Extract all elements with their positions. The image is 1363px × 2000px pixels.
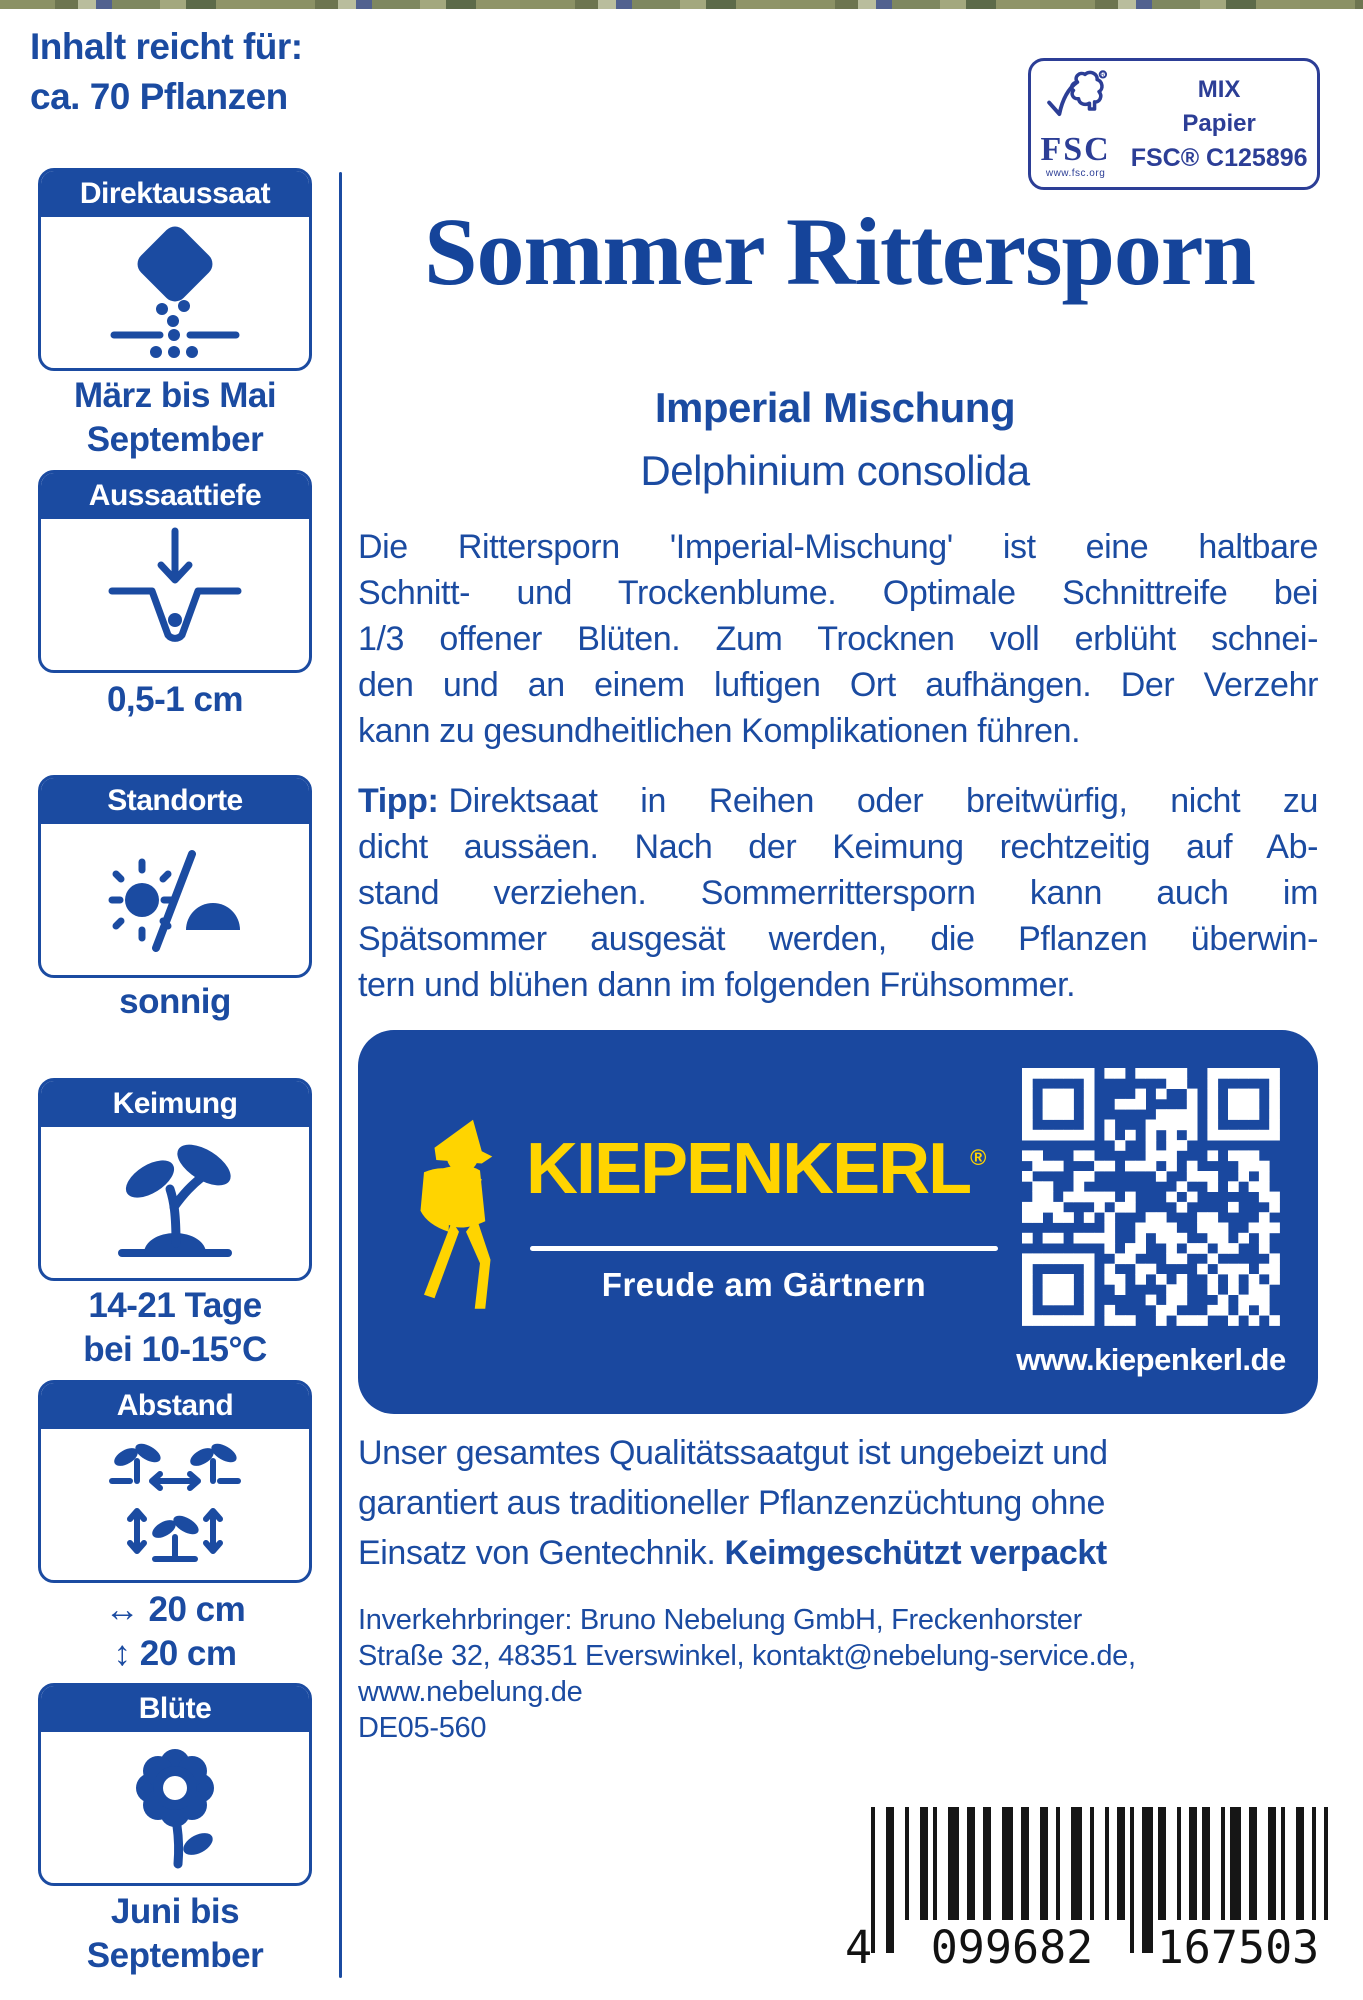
- tip-line: stand verziehen. Sommerrittersporn kann auch im: [358, 874, 1318, 912]
- fsc-acronym: FSC: [1040, 131, 1111, 168]
- caption-direktaussaat: [20, 374, 330, 462]
- brand-website: www.kiepenkerl.de: [1016, 1342, 1286, 1377]
- caption-line: 0,5-1 cm: [106, 680, 244, 719]
- badge-standorte: [38, 775, 312, 978]
- badge-keimung-title: Keimung: [112, 1087, 238, 1120]
- distributor-line: DE05-560: [358, 1712, 487, 1744]
- ean-digit-group: 167503: [1156, 1921, 1320, 1974]
- badge-abstand: [38, 1380, 312, 1583]
- tip-first-line: [358, 778, 1318, 824]
- brand-slogan: Freude am Gärtnern: [601, 1266, 927, 1303]
- badge-keimung: [38, 1078, 312, 1281]
- quality-last-line: [358, 1528, 1318, 1578]
- packet-fold-edge: [0, 0, 1363, 9]
- fsc-material-label: Papier: [1182, 109, 1256, 137]
- caption-keimung: [20, 1284, 330, 1372]
- flower-icon: [41, 1732, 309, 1883]
- content-note: [30, 22, 303, 122]
- registered-mark: ®: [970, 1145, 987, 1170]
- sun-halfshade-icon: [41, 824, 309, 975]
- qr-code: [1010, 1056, 1292, 1338]
- spacing-icon: [41, 1429, 309, 1580]
- sowing-depth-icon: [41, 519, 309, 670]
- badge-direktaussaat-title: Direktaussaat: [79, 177, 271, 210]
- caption-bluete: [20, 1890, 330, 1978]
- description-line: kann zu gesundheitlichen Komplikationen führen.: [358, 712, 1081, 750]
- ean-digit-group: 4: [845, 1921, 873, 1974]
- content-note-line2: ca. 70 Pflanzen: [30, 76, 288, 117]
- distributor-line: Straße 32, 48351 Everswinkel, kontakt@nebelung-service.de,: [358, 1640, 1136, 1672]
- caption-line: 14-21 Tage: [88, 1286, 262, 1325]
- description-line: Die Rittersporn 'Imperial-Mischung' ist eine haltbare: [358, 528, 1318, 566]
- germination-icon: [41, 1127, 309, 1278]
- kiepenkerl-figure-icon: [410, 1112, 515, 1320]
- page-title: Sommer Rittersporn: [424, 198, 1255, 305]
- badge-standorte-header: [41, 778, 309, 824]
- quality-bold-note: Keimgeschützt verpackt: [724, 1534, 1107, 1572]
- badge-bluete: [38, 1683, 312, 1886]
- badge-direktaussaat: [38, 168, 312, 371]
- tip-line: Direktsaat in Reihen oder breitwürfig, nicht zu: [448, 782, 1318, 820]
- quality-paragraph: [358, 1428, 1318, 1578]
- distributor-line: Inverkehrbringer: Bruno Nebelung GmbH, Freckenhorster: [358, 1604, 1082, 1636]
- brand-wordmark: [526, 1128, 986, 1210]
- badge-keimung-header: [41, 1081, 309, 1127]
- latin-name: Delphinium consolida: [640, 447, 1030, 494]
- direct-sowing-icon: [41, 217, 309, 368]
- badge-abstand-header: [41, 1383, 309, 1429]
- tip-label: Tipp:: [358, 782, 439, 820]
- caption-line: bei 10-15°C: [83, 1330, 267, 1369]
- caption-line: September: [86, 1936, 264, 1975]
- variety-subtitle: Imperial Mischung: [654, 384, 1016, 431]
- ean-barcode: [845, 1803, 1337, 1979]
- caption-line: ↕ 20 cm: [113, 1634, 237, 1673]
- badge-direktaussaat-header: [41, 171, 309, 217]
- quality-line: Unser gesamtes Qualitätssaatgut ist ungebeizt und: [358, 1434, 1108, 1472]
- badge-bluete-header: [41, 1686, 309, 1732]
- vertical-divider: [339, 172, 342, 1978]
- fsc-url: www.fsc.org: [1045, 168, 1106, 179]
- fsc-license-number: FSC® C125896: [1130, 143, 1308, 172]
- badge-aussaattiefe-header: [41, 473, 309, 519]
- fsc-tree-icon: [1044, 69, 1108, 135]
- caption-line: September: [86, 420, 264, 459]
- caption-standorte: [20, 980, 330, 1024]
- fsc-mix-label: MIX: [1197, 75, 1241, 103]
- caption-line: Juni bis: [110, 1892, 240, 1931]
- description-line: Schnitt- und Trockenblume. Optimale Schnittreife bei: [358, 574, 1318, 612]
- caption-line: sonnig: [119, 982, 231, 1021]
- caption-line: ↔ 20 cm: [104, 1590, 246, 1629]
- tip-paragraph: [358, 778, 1318, 1008]
- description-line: 1/3 offener Blüten. Zum Trocknen voll erblüht schnei-: [358, 620, 1318, 658]
- badge-bluete-title: Blüte: [138, 1692, 212, 1725]
- quality-line: Einsatz von Gentechnik.: [358, 1534, 725, 1572]
- caption-line: März bis Mai: [73, 376, 277, 415]
- quality-line: garantiert aus traditioneller Pflanzenzüchtung ohne: [358, 1484, 1105, 1522]
- description-paragraph: [358, 524, 1318, 754]
- brand-name: KIEPENKERL: [526, 1129, 971, 1209]
- distributor-block: [358, 1602, 1318, 1746]
- svg-text:R: R: [1100, 72, 1105, 79]
- badge-standorte-title: Standorte: [107, 784, 243, 817]
- fsc-label-block: [1131, 76, 1308, 173]
- fsc-logo-block: [1040, 69, 1110, 179]
- ean-digit-group: 099682: [930, 1921, 1094, 1974]
- tip-line: tern und blühen dann im folgenden Frühsommer.: [358, 966, 1076, 1004]
- distributor-line: www.nebelung.de: [358, 1676, 583, 1708]
- description-line: den und an einem luftigen Ort aufhängen. Der Verzehr: [358, 666, 1318, 704]
- badge-aussaattiefe: [38, 470, 312, 673]
- caption-aussaattiefe: [20, 678, 330, 722]
- brand-banner: [358, 1030, 1318, 1414]
- content-note-line1: Inhalt reicht für:: [30, 26, 303, 67]
- ean-digits: [845, 1921, 1337, 1973]
- badge-aussaattiefe-title: Aussaattiefe: [88, 479, 262, 512]
- fsc-certification-box: [1028, 58, 1320, 190]
- brand-rule: [530, 1246, 998, 1251]
- tip-line: Spätsommer ausgesät werden, die Pflanzen überwin-: [358, 920, 1318, 958]
- caption-abstand: [20, 1588, 330, 1676]
- tip-line: dicht aussäen. Nach der Keimung rechtzeitig auf Ab-: [358, 828, 1318, 866]
- badge-abstand-title: Abstand: [116, 1389, 234, 1422]
